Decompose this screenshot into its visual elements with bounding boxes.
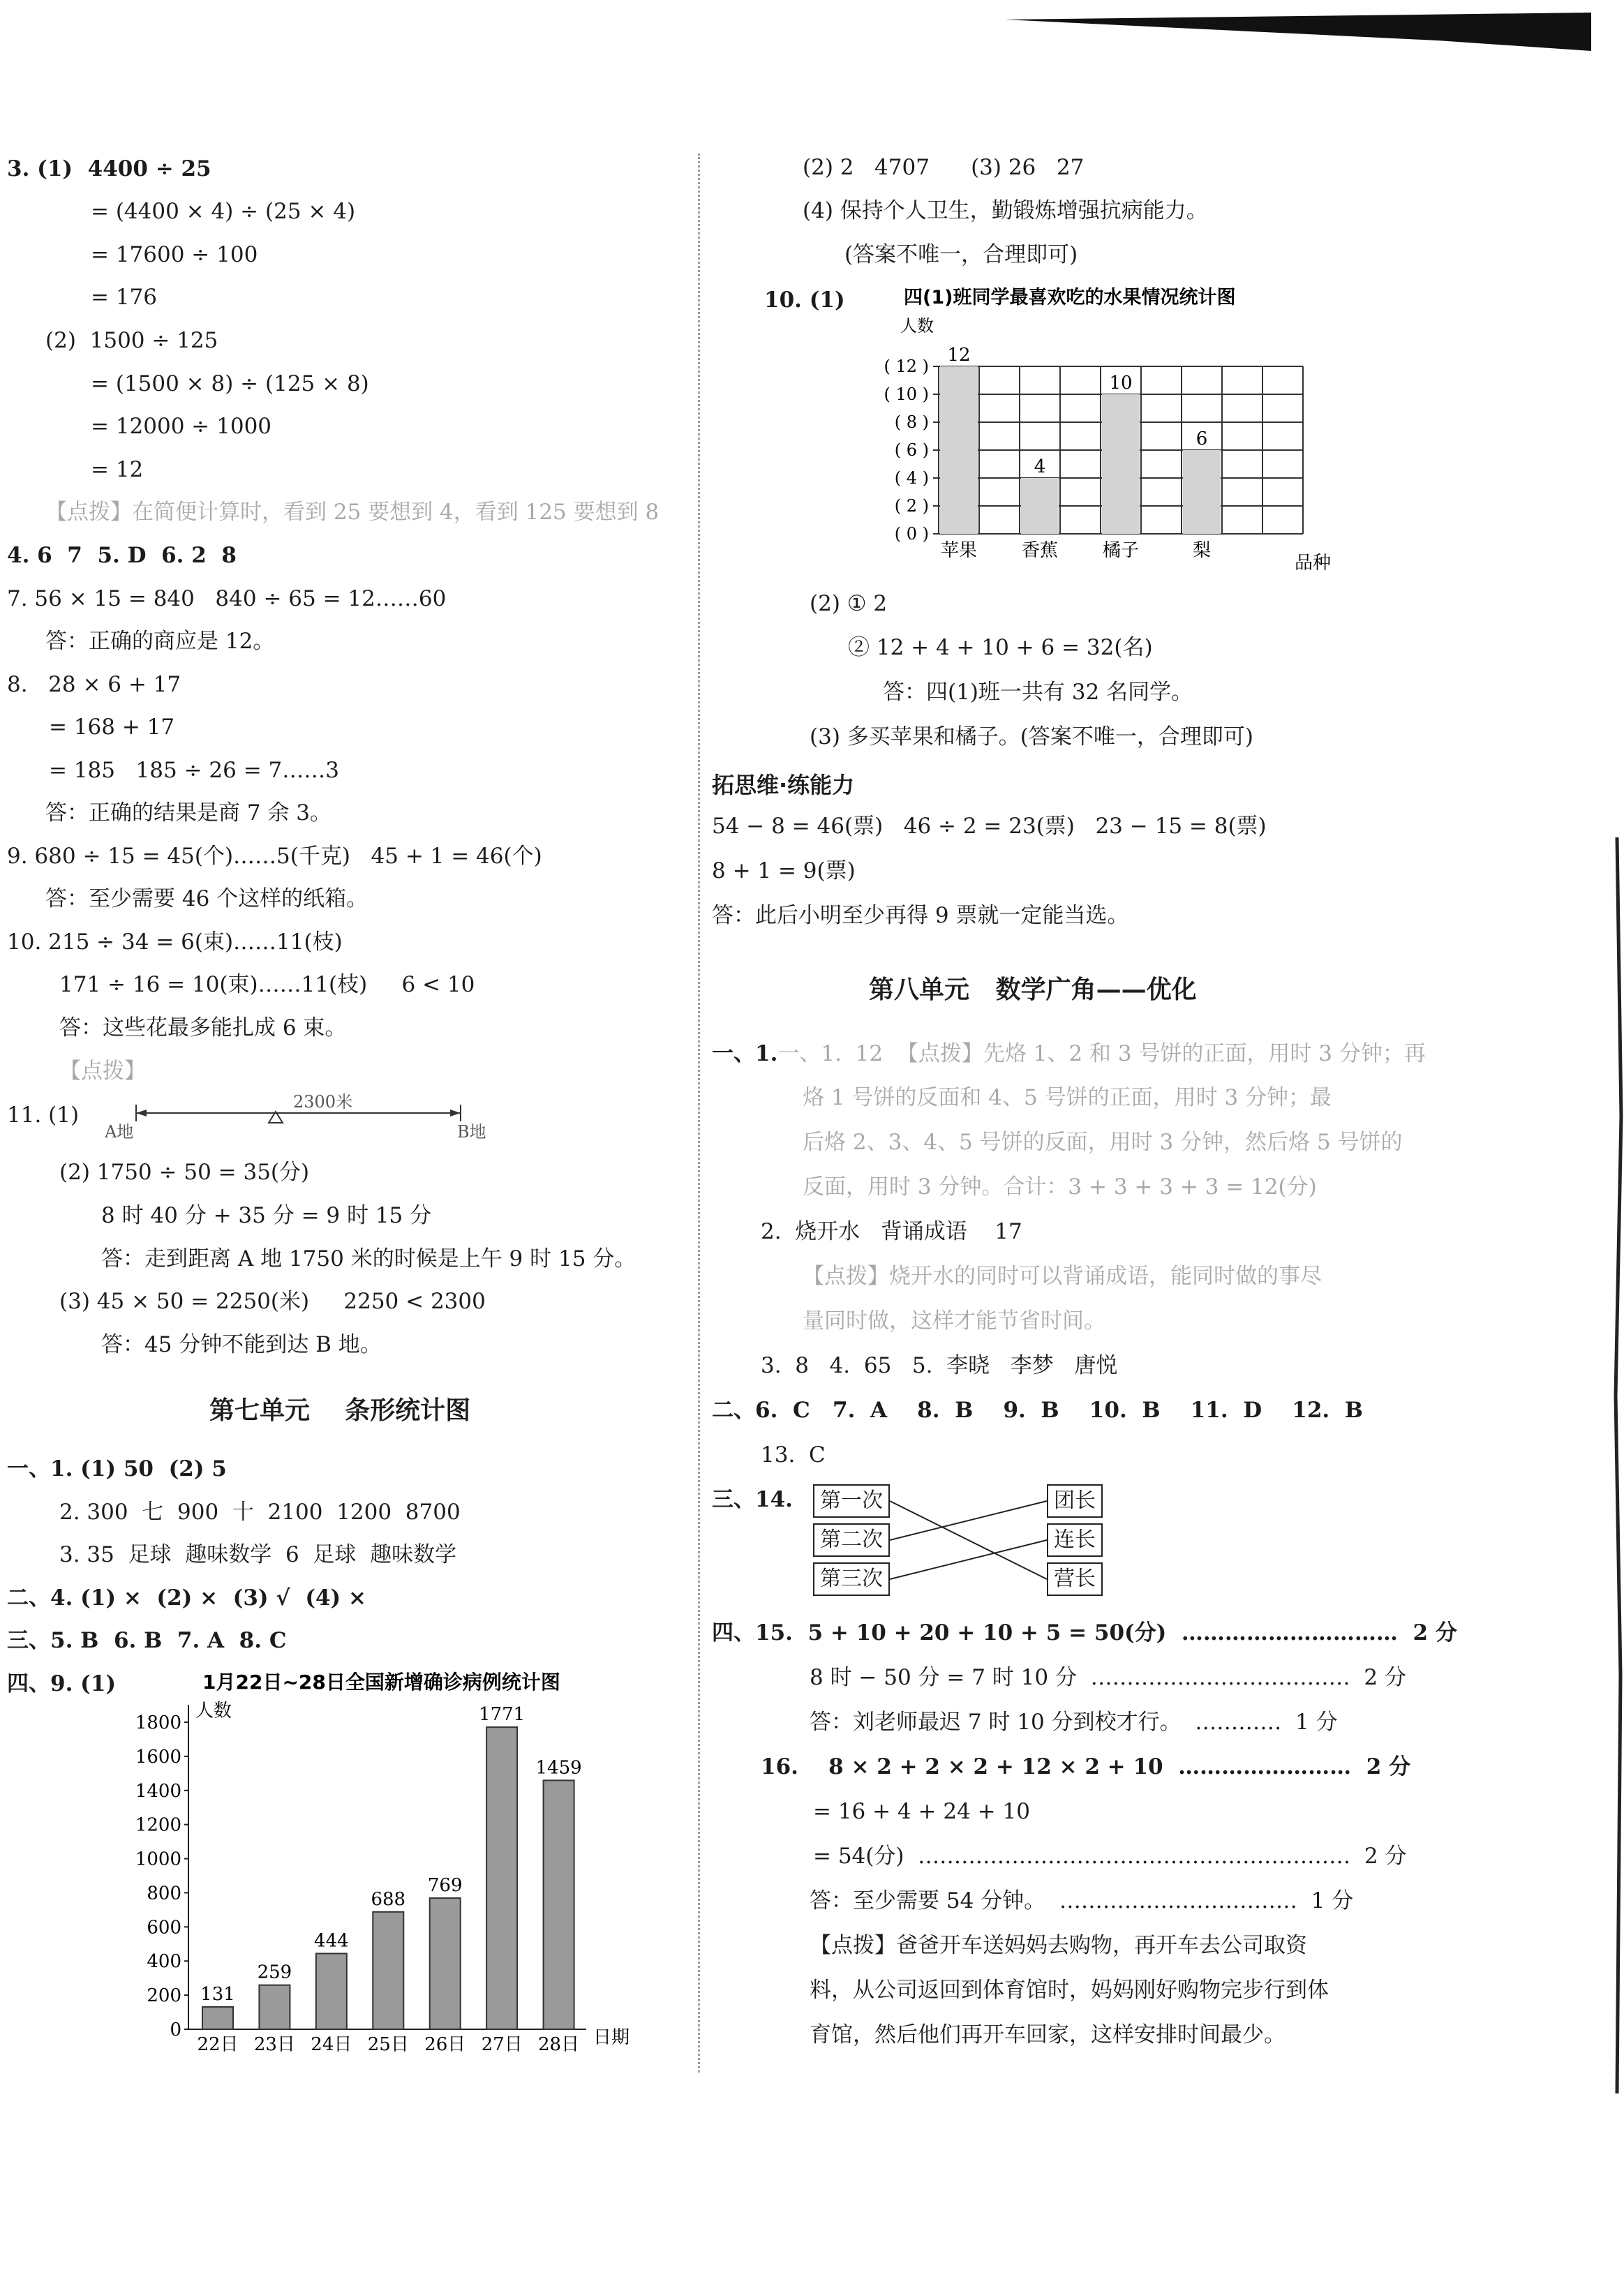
u8-q16-step1: = 16 + 4 + 24 + 10	[813, 1799, 1030, 1824]
q3-2-step3: = 12	[91, 457, 144, 482]
u7-q3: 3. 35 足球 趣味数学 6 足球 趣味数学	[59, 1542, 457, 1567]
u8-q6-12: 二、6. C 7. A 8. B 9. B 10. B 11. D 12. B	[712, 1398, 1363, 1423]
q9-2-3: (2) 2 4707 (3) 26 27	[803, 155, 1085, 180]
chart1-ytick-label: 800	[147, 1883, 181, 1904]
q11-2-answer: 答：走到距离 A 地 1750 米的时候是上午 9 时 15 分。	[101, 1246, 636, 1271]
u8-q16-hint1: 【点拨】爸爸开车送妈妈去购物，再开车去公司取资	[810, 1933, 1307, 1958]
column-divider	[698, 154, 700, 2073]
u7-q1: 一、1. (1) 50 (2) 5	[7, 1456, 227, 1481]
q3-1-step3: = 176	[91, 285, 157, 310]
point-b-label: B地	[457, 1122, 486, 1141]
ext-answer: 答：此后小明至少再得 9 票就一定能当选。	[712, 903, 1129, 928]
chart1-value-label: 1459	[535, 1757, 582, 1779]
covid-bar-chart	[126, 1668, 656, 2059]
u8-q16-step2: = 54(分) …………………………………………………… 2 分	[813, 1844, 1407, 1869]
chart1-bar	[316, 1953, 347, 2029]
q10: 10. 215 ÷ 34 = 6(束)……11(枝)	[7, 929, 343, 955]
q11-2: (2) 1750 ÷ 50 = 35(分)	[59, 1160, 310, 1185]
chart1-bar	[544, 1780, 574, 2029]
q10-step: 171 ÷ 16 = 10(束)……11(枝) 6 < 10	[59, 972, 475, 997]
chart1-ytick-label: 1000	[135, 1849, 181, 1870]
chart1-value-label: 444	[314, 1930, 349, 1952]
chart2-bar	[1102, 394, 1140, 534]
q3-2-step1: = (1500 × 8) ÷ (125 × 8)	[91, 371, 369, 396]
q7: 7. 56 × 15 = 840 840 ÷ 65 = 12……60	[7, 586, 447, 611]
chart2-ytick-label: ( 12 )	[884, 357, 929, 376]
chart1-bar	[430, 1898, 461, 2029]
chart1-category-label: 26日	[424, 2034, 466, 2055]
q3-1: 3. (1) 4400 ÷ 25	[7, 156, 211, 181]
chart1-ylabel: 人数	[195, 1701, 232, 1722]
q10-hint: 【点拨】	[59, 1059, 146, 1084]
q11-2-step: 8 时 40 分 + 35 分 = 9 时 15 分	[101, 1203, 432, 1228]
u8-q1-hint4: 反面，用时 3 分钟。合计：3 + 3 + 3 + 3 = 12(分)	[803, 1174, 1317, 1200]
q10-1: 10. (1)	[764, 288, 845, 313]
chart2-category-label: 橘子	[1102, 540, 1140, 561]
q10-2-1: (2) ① 2	[810, 591, 888, 616]
chart2-ytick-label: ( 6 )	[894, 440, 929, 460]
q11-3: (3) 45 × 50 = 2250(米) 2250 < 2300	[59, 1289, 486, 1314]
chart1-category-label: 25日	[367, 2034, 409, 2055]
q10-2-2: ② 12 + 4 + 10 + 6 = 32(名)	[848, 635, 1153, 660]
chart1-bar	[259, 1985, 290, 2029]
u8-q16-answer: 答：至少需要 54 分钟。 …………………………… 1 分	[810, 1888, 1354, 1913]
u8-q16-hint3: 育馆，然后他们再开车回家，这样安排时间最少。	[810, 2022, 1286, 2047]
q10-3: (3) 多买苹果和橘子。(答案不唯一，合理即可)	[810, 724, 1253, 749]
unit8-title: 第八单元 数学广角——优化	[869, 975, 1197, 1004]
chart2-ytick-label: ( 0 )	[894, 524, 929, 544]
q8-step2: = 185 185 ÷ 26 = 7……3	[49, 758, 339, 783]
distance-line-diagram	[105, 1092, 496, 1141]
q3-1-step2: = 17600 ÷ 100	[91, 242, 258, 267]
chart1-ytick-label: 1400	[135, 1780, 181, 1802]
point-a-label: A地	[105, 1122, 134, 1141]
chart2-bar	[1021, 478, 1059, 534]
chart2-title: 四(1)班同学最喜欢吃的水果情况统计图	[904, 287, 1236, 308]
fruit-bar-chart	[848, 283, 1378, 583]
chart2-category-label: 梨	[1192, 540, 1212, 561]
scan-right-edge	[1596, 837, 1624, 2093]
chart1-value-label: 131	[200, 1983, 235, 2005]
u8-q1-text: 一、1. 12 【点拨】先烙 1、2 和 3 号饼的正面，用时 3 分钟；再	[777, 1041, 1426, 1066]
chart1-value-label: 688	[371, 1888, 406, 1910]
q3-2-step2: = 12000 ÷ 1000	[91, 414, 272, 439]
q9-note: (答案不唯一，合理即可)	[844, 242, 1078, 267]
distance-label: 2300米	[293, 1092, 353, 1112]
match-left-2: 第二次	[813, 1523, 890, 1557]
u8-q16: 16. 8 × 2 + 2 × 2 + 12 × 2 + 10 …………………… 2 分	[761, 1754, 1411, 1779]
u8-q1-hint3: 后烙 2、3、4、5 号饼的反面，用时 3 分钟，然后烙 5 号饼的	[803, 1130, 1403, 1155]
chart2-ylabel: 人数	[900, 316, 934, 336]
q3-hint: 【点拨】在简便计算时，看到 25 要想到 4，看到 125 要想到 8	[45, 500, 660, 525]
chart2-ytick-label: ( 10 )	[884, 384, 929, 404]
chart1-category-label: 23日	[253, 2034, 295, 2055]
u8-q1: 一、1.一、1. 12 【点拨】先烙 1、2 和 3 号饼的正面，用时 3 分钟；再	[712, 1041, 1426, 1066]
q11-1: 11. (1)	[7, 1103, 80, 1128]
ext-step1: 54 − 8 = 46(票) 46 ÷ 2 = 23(票) 23 − 15 = 8(票)	[712, 814, 1267, 839]
q10-answer: 答：这些花最多能扎成 6 束。	[59, 1015, 347, 1040]
chart1-category-label: 27日	[481, 2034, 523, 2055]
q9-4: (4) 保持个人卫生，勤锻炼增强抗病能力。	[803, 198, 1208, 223]
chart1-ytick-label: 400	[147, 1951, 181, 1973]
q8: 8. 28 × 6 + 17	[7, 672, 181, 697]
scan-edge-bar	[1005, 13, 1591, 51]
q8-answer: 答：正确的结果是商 7 余 3。	[45, 800, 332, 826]
chart2-bar	[940, 366, 978, 534]
q4-6: 4. 6 7 5. D 6. 2 8	[7, 543, 237, 568]
chart1-bar	[202, 2007, 233, 2029]
q3-1-step1: = (4400 × 4) ÷ (25 × 4)	[91, 199, 356, 224]
ext-step2: 8 + 1 = 9(票)	[712, 858, 856, 883]
matching-lines	[890, 1484, 1050, 1603]
chart1-category-label: 22日	[197, 2034, 239, 2055]
match-right-2: 连长	[1047, 1523, 1103, 1557]
chart1-bar	[373, 1912, 403, 2029]
chart1-ytick-label: 1800	[135, 1712, 181, 1733]
chart1-value-label: 1771	[479, 1704, 526, 1726]
u8-q16-hint2: 料，从公司返回到体育馆时，妈妈刚好购物完步行到体	[810, 1978, 1329, 2003]
u8-q2-hint2: 量同时做，这样才能节省时间。	[803, 1308, 1105, 1334]
match-right-3: 营长	[1047, 1562, 1103, 1596]
chart1-ytick-label: 1200	[135, 1814, 181, 1836]
q3-2: (2) 1500 ÷ 125	[45, 328, 218, 353]
chart2-xlabel: 品种	[1295, 553, 1332, 574]
chart2-ytick-label: ( 2 )	[894, 496, 929, 516]
unit7-title: 第七单元 条形统计图	[209, 1396, 471, 1425]
u7-q2: 2. 300 七 900 十 2100 1200 8700	[59, 1500, 461, 1525]
chart2-value-label: 4	[1034, 456, 1046, 477]
match-left-3: 第三次	[813, 1562, 890, 1596]
chart2-value-label: 12	[947, 345, 971, 366]
chart2-ytick-label: ( 8 )	[894, 412, 929, 432]
u8-q15-step: 8 时 − 50 分 = 7 时 10 分 ……………………………… 2 分	[810, 1665, 1406, 1690]
chart1-value-label: 259	[257, 1962, 292, 1983]
u8-q15-text: 四、15. 5 + 10 + 20 + 10 + 5 = 50(分) ………………………… 2 分	[712, 1620, 1457, 1645]
match-right-1: 团长	[1047, 1484, 1103, 1518]
chart2-value-label: 10	[1109, 373, 1133, 394]
u8-q15-answer: 答：刘老师最迟 7 时 10 分到校才行。 ………… 1 分	[810, 1710, 1338, 1735]
q11-3-answer: 答：45 分钟不能到达 B 地。	[101, 1332, 382, 1357]
q10-2-answer: 答：四(1)班一共有 32 名同学。	[883, 680, 1193, 705]
u8-q2: 2. 烧开水 背诵成语 17	[761, 1219, 1022, 1244]
u8-q14: 三、14.	[712, 1487, 793, 1512]
match-left-1: 第一次	[813, 1484, 890, 1518]
q9-answer: 答：至少需要 46 个这样的纸箱。	[45, 886, 368, 911]
u8-q15	[712, 1619, 1457, 1647]
chart1-ytick-label: 200	[147, 1985, 181, 2007]
q9: 9. 680 ÷ 15 = 45(个)……5(千克) 45 + 1 = 46(个)	[7, 844, 542, 869]
chart1-xlabel: 日期	[593, 2027, 630, 2048]
chart2-ytick-label: ( 4 )	[894, 468, 929, 488]
u8-q3-5: 3. 8 4. 65 5. 李晓 李梦 唐悦	[761, 1353, 1118, 1378]
extension-heading: 拓思维·练能力	[712, 772, 855, 798]
u7-q5-8: 三、5. B 6. B 7. A 8. C	[7, 1628, 287, 1653]
chart1-ytick-label: 0	[170, 2019, 181, 2040]
chart2-bar	[1183, 450, 1221, 534]
u8-q1-hint2: 烙 1 号饼的反面和 4、5 号饼的正面，用时 3 分钟；最	[803, 1085, 1332, 1110]
u8-q13: 13. C	[761, 1442, 826, 1468]
chart1-title: 1月22日~28日全国新增确诊病例统计图	[202, 1671, 560, 1694]
q7-answer: 答：正确的商应是 12。	[45, 629, 275, 654]
chart1-category-label: 28日	[538, 2034, 580, 2055]
u7-q4: 二、4. (1) × (2) × (3) √ (4) ×	[7, 1585, 366, 1611]
chart2-value-label: 6	[1195, 428, 1208, 449]
chart1-ytick-label: 1600	[135, 1746, 181, 1768]
q8-step1: = 168 + 17	[49, 715, 175, 740]
chart1-bar	[486, 1727, 517, 2029]
u7-q9: 四、9. (1)	[7, 1671, 117, 1696]
chart1-value-label: 769	[427, 1875, 463, 1897]
chart1-ytick-label: 600	[147, 1917, 181, 1939]
chart1-category-label: 24日	[311, 2034, 352, 2055]
chart2-category-label: 苹果	[940, 540, 978, 561]
u8-q2-hint1: 【点拨】烧开水的同时可以背诵成语，能同时做的事尽	[803, 1264, 1322, 1289]
chart2-category-label: 香蕉	[1021, 540, 1059, 561]
